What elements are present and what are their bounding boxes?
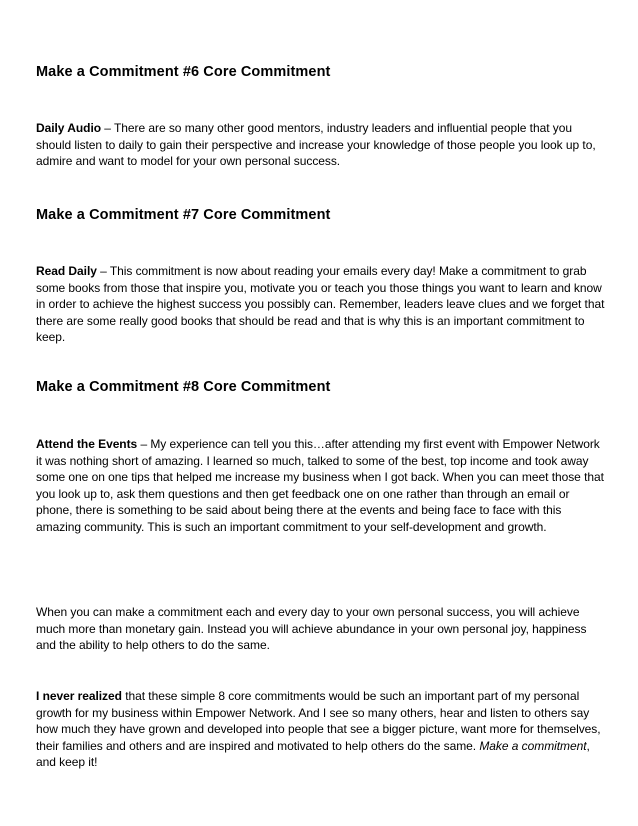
- section-heading-6: Make a Commitment #6 Core Commitment: [36, 64, 331, 80]
- section-body-8: – My experience can tell you this…after attending my first event with Empower Network it was nothing short of amazing. I learned so much, talked to some of the best, top income and took away some one on one tips that helped me increase my business when I got back. When you can meet those that you look up to, ask them questions and then get feedback one on one rather than through an email or phone, there is something to be said about being there at the events and being face to face with this amazing community. This is such an important commitment to your self-development and growth.: [36, 437, 604, 534]
- section-lead-8: Attend the Events: [36, 437, 138, 451]
- closing-paragraph-2: [36, 688, 608, 771]
- section-heading-7: Make a Commitment #7 Core Commitment: [36, 207, 331, 223]
- closing-body: that these simple 8 core commitments would be such an important part of my personal growth for my business within Empower Network. And I see so many others, hear and listen to others say how much they have grown and developed into people that see a bigger picture, want more for themselves, their families and others and are inspired and motivated to help others do the same.: [36, 689, 601, 753]
- section-lead-7: Read Daily: [36, 264, 97, 278]
- closing-italic: Make a commitment: [479, 738, 587, 753]
- section-paragraph-7: [36, 263, 608, 346]
- closing-lead: I never realized: [36, 689, 122, 703]
- section-body-7: – This commitment is now about reading your emails every day! Make a commitment to grab some books from those that inspire you, motivate you or teach you those things you want to learn and know in order to achieve the highest success you possibly can. Remember, leaders leave clues and we forget that there are some really good books that should be read and that is why this is an important commitment to keep.: [36, 264, 605, 345]
- closing-end: , and keep it!: [36, 738, 590, 770]
- section-paragraph-8: [36, 436, 608, 536]
- section-lead-6: Daily Audio: [36, 121, 102, 135]
- section-paragraph-6: [36, 120, 608, 170]
- closing-paragraph-1: When you can make a commitment each and every day to your own personal success, you will achieve much more than monetary gain. Instead you will achieve abundance in your own personal joy, happiness and the ability to help others to do the same.: [36, 605, 587, 653]
- section-heading-8: Make a Commitment #8 Core Commitment: [36, 379, 331, 395]
- section-body-6: – There are so many other good mentors, industry leaders and influential people that you should listen to daily to gain their perspective and increase your knowledge of those people you look up to, admire and want to model for your own personal success.: [36, 121, 596, 169]
